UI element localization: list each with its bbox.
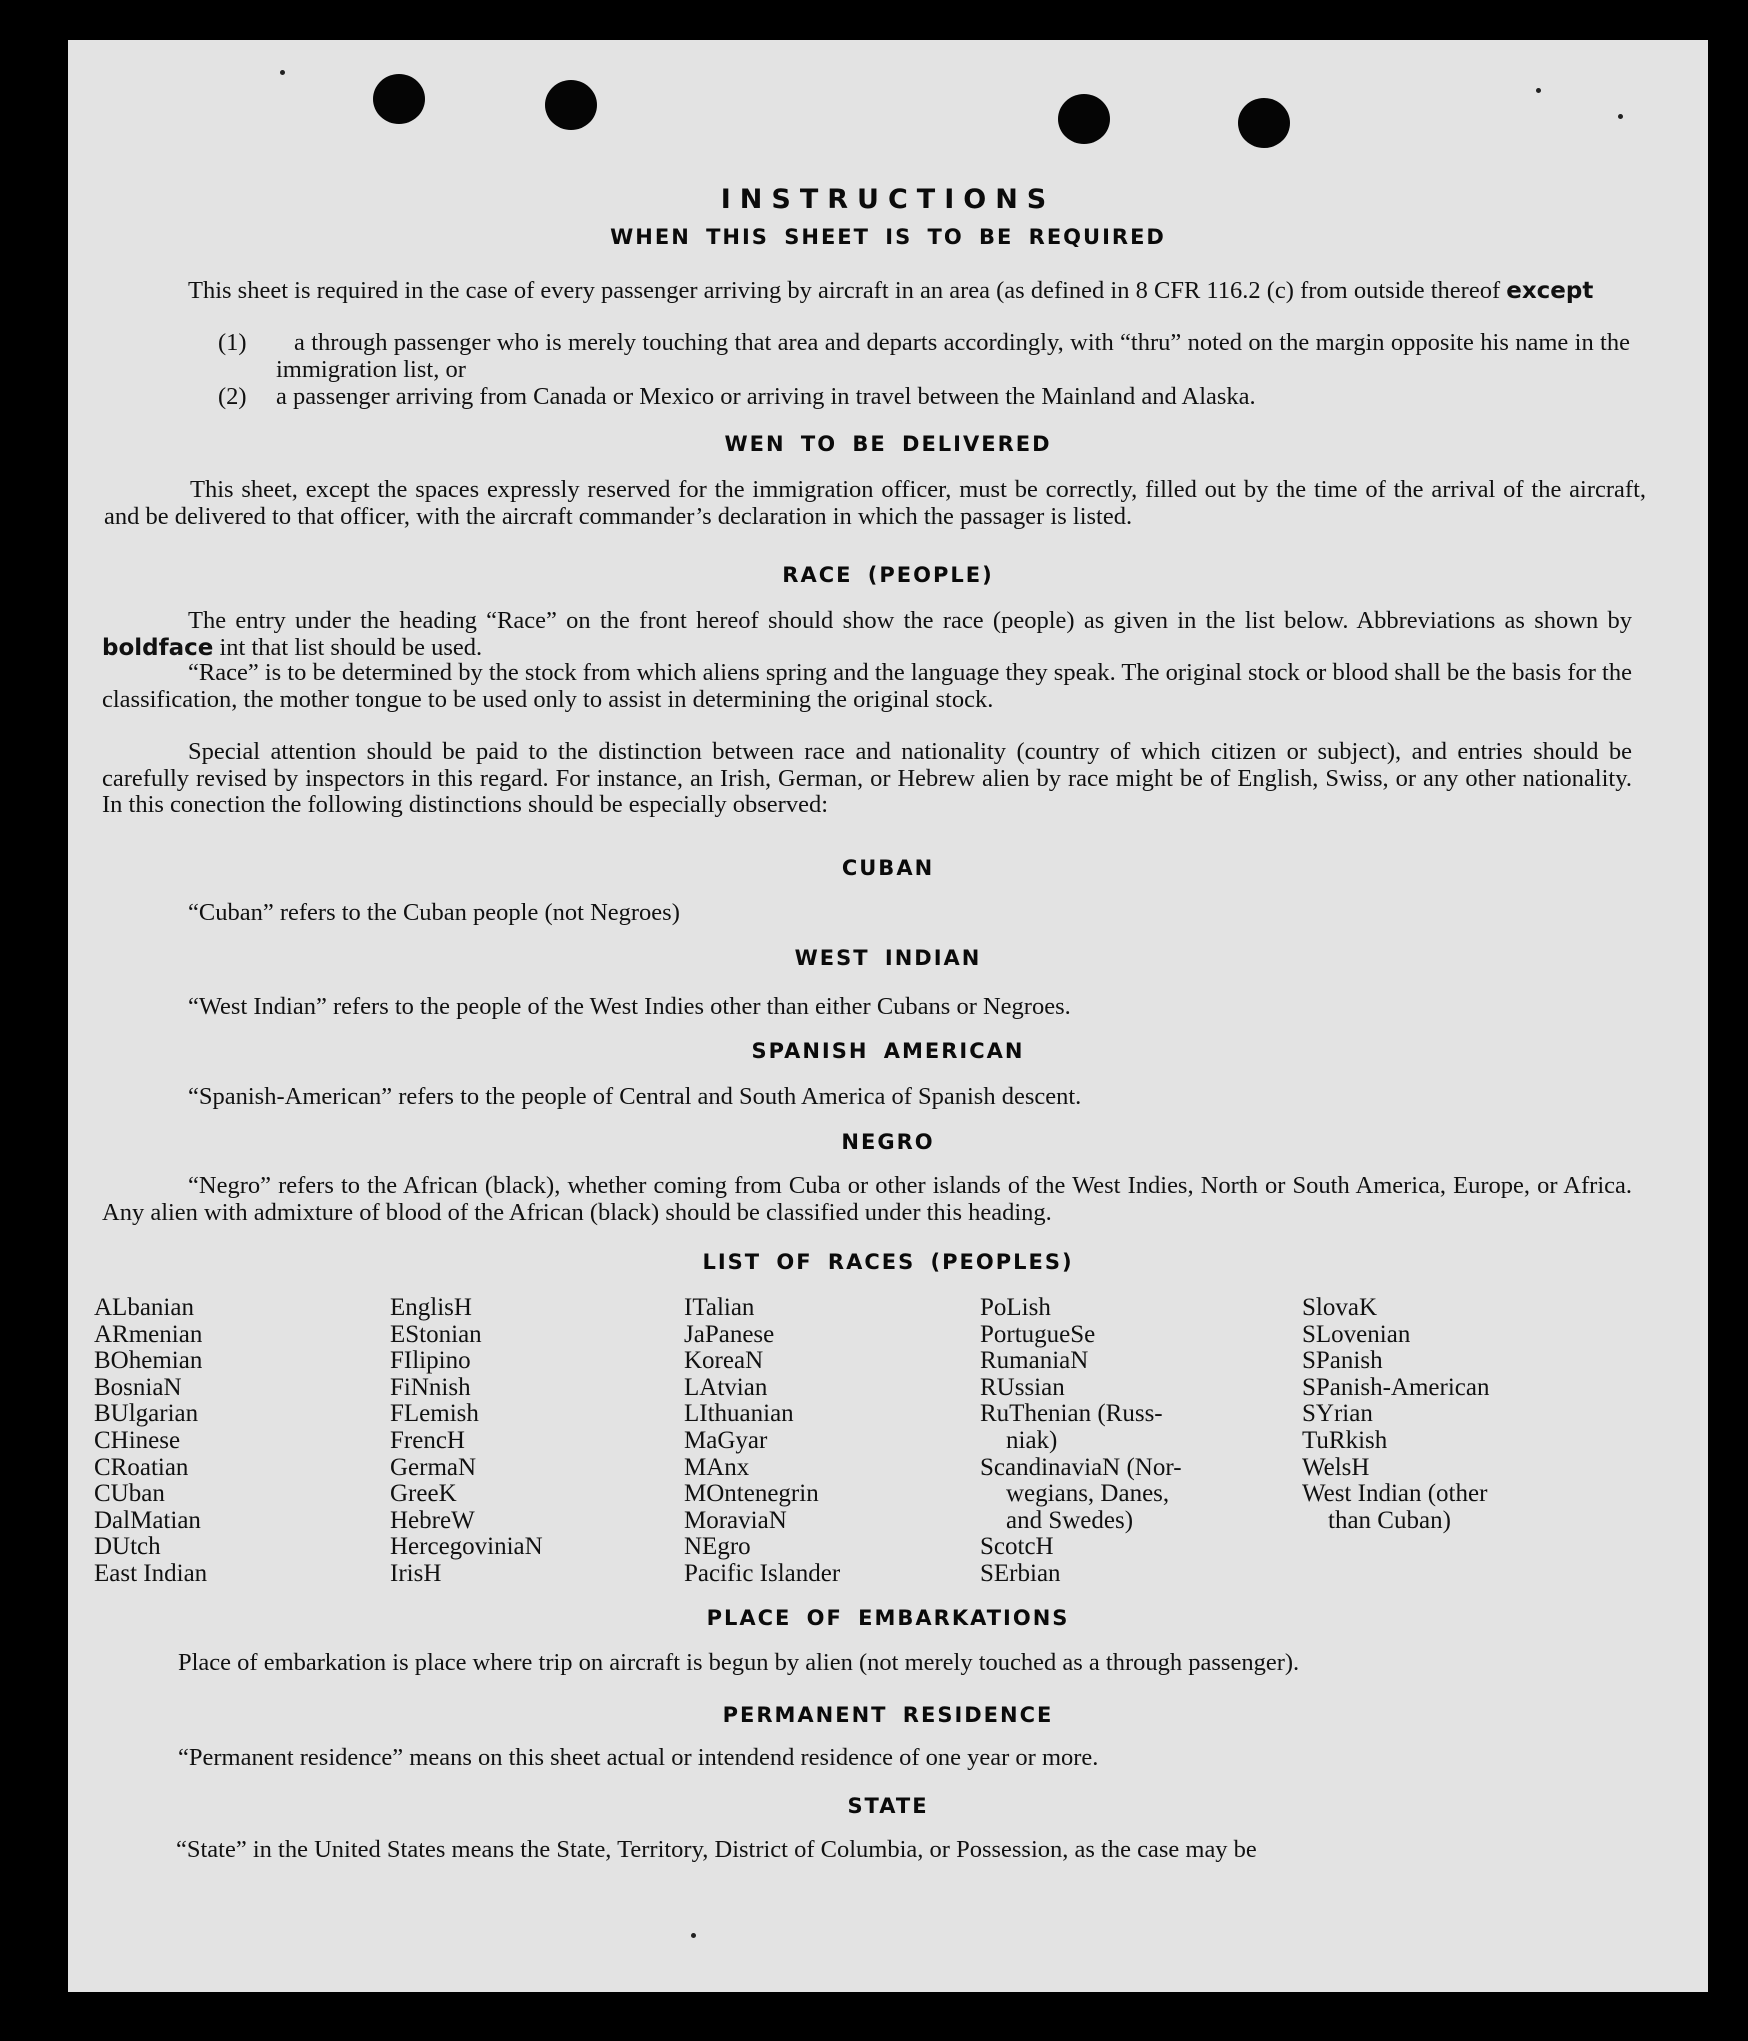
exception-item-2-number: (2)	[218, 383, 247, 410]
race-entry: CHinese	[94, 1426, 181, 1454]
dust-speck	[280, 70, 285, 75]
required-intro	[102, 278, 1632, 305]
state-text: “State” in the United States means the State, Territory, District of Columbia, or Possession, as the case may be	[176, 1836, 1257, 1863]
heading-list-of-races: LIST OF RACES (PEOPLES)	[702, 1250, 1074, 1274]
residence-text: “Permanent residence” means on this sheet actual or intendend residence of one year or more.	[178, 1744, 1099, 1771]
heading-place-of-embarkations: PLACE OF EMBARKATIONS	[706, 1606, 1070, 1630]
heading-negro: NEGRO	[841, 1130, 935, 1154]
west-indian-text: “West Indian” refers to the people of the West Indies other than either Cubans or Negroes.	[188, 993, 1071, 1020]
heading-state: STATE	[847, 1794, 929, 1818]
race-entry: HebreW	[390, 1506, 475, 1534]
race-entry: FIlipino	[390, 1347, 471, 1375]
race-entry: SlovaK	[1302, 1294, 1377, 1321]
race-entry: RumaniaN	[980, 1347, 1089, 1375]
race-entry: PoLish	[980, 1294, 1051, 1321]
race-entry: FiNnish	[390, 1373, 471, 1401]
race-entry: DalMatian	[94, 1506, 201, 1534]
delivered-text: This sheet, except the spaces expressly reserved for the immigration officer, must be correctly, filled out by the time of the arrival of the aircraft, and be delivered to that officer, with the aircraft commander’s declaration in which the passager is listed.	[104, 476, 1646, 530]
races-column-4	[980, 1295, 1182, 1588]
race-entry: SPanish	[1302, 1347, 1383, 1375]
race-entry: ScotcH	[980, 1533, 1054, 1561]
race-entry: West Indian (other	[1302, 1480, 1488, 1508]
race-entry: East Indian	[94, 1559, 208, 1587]
race-entry: IrisH	[390, 1559, 442, 1587]
race-entry: TuRkish	[1302, 1426, 1388, 1454]
race-entry-continued: and Swedes)	[1006, 1506, 1134, 1534]
punch-hole	[1238, 98, 1290, 148]
negro-text: “Negro” refers to the African (black), whether coming from Cuba or other islands of the West Indies, North or South America, Europe, or Africa. Any alien with admixture of blood of the African (black) should be classified under this heading.	[102, 1172, 1632, 1226]
exception-item-2-text: a passenger arriving from Canada or Mexico or arriving in travel between the Mainland and Alaska.	[276, 383, 1256, 410]
race-entry: MOntenegrin	[684, 1480, 819, 1508]
heading-spanish-american: SPANISH AMERICAN	[751, 1039, 1025, 1063]
race-entry: CUban	[94, 1480, 165, 1508]
race-entry: EStonian	[390, 1320, 482, 1348]
race-entry: FLemish	[390, 1400, 479, 1428]
race-entry: RUssian	[980, 1373, 1065, 1401]
dust-speck	[691, 1933, 696, 1938]
dust-speck	[1618, 114, 1623, 119]
race-entry: Pacific Islander	[684, 1559, 841, 1587]
race-entry: SYrian	[1302, 1400, 1373, 1428]
race-entry: MoraviaN	[684, 1506, 787, 1534]
document-page	[68, 40, 1708, 1992]
heading-cuban: CUBAN	[841, 856, 935, 880]
race-entry: BosniaN	[94, 1373, 182, 1401]
heading-when-delivered: WEN TO BE DELIVERED	[724, 432, 1052, 456]
race-paragraph-1-text: The entry under the heading “Race” on the front hereof should show the race (people) as given in the list below. Abbreviations as shown by	[188, 607, 1632, 634]
race-entry: MAnx	[684, 1453, 750, 1481]
race-entry: SErbian	[980, 1559, 1061, 1587]
race-entry: MaGyar	[684, 1426, 768, 1454]
race-entry: ITalian	[684, 1294, 755, 1321]
heading-race: RACE (PEOPLE)	[782, 563, 994, 587]
race-entry-continued: niak)	[1006, 1426, 1058, 1454]
race-entry: KoreaN	[684, 1347, 764, 1375]
race-boldface: boldface	[102, 634, 214, 661]
race-entry: SLovenian	[1302, 1320, 1411, 1348]
dust-speck	[1536, 88, 1541, 93]
race-entry: LIthuanian	[684, 1400, 794, 1428]
races-column-3	[684, 1295, 840, 1588]
race-paragraph-3: Special attention should be paid to the distinction between race and nationality (country of which citizen or subject), and entries should be carefully revised by inspectors in this regard. For instance, an Irish, German, or Hebrew alien by race might be of English, Swiss, or any other nationality. In this conection the following distinctions should be especially observed:	[102, 738, 1632, 818]
race-entry: DUtch	[94, 1533, 161, 1561]
race-paragraph-1	[102, 608, 1632, 661]
race-entry: ScandinaviaN (Nor-	[980, 1453, 1182, 1481]
race-entry: ALbanian	[94, 1294, 194, 1321]
races-column-2	[390, 1295, 543, 1588]
race-entry: PortugueSe	[980, 1320, 1096, 1348]
punch-hole	[545, 80, 597, 130]
races-column-1	[94, 1295, 207, 1588]
heading-permanent-residence: PERMANENT RESIDENCE	[722, 1703, 1054, 1727]
spanish-american-text: “Spanish-American” refers to the people of Central and South America of Spanish descent.	[188, 1083, 1082, 1110]
race-entry: WelsH	[1302, 1453, 1370, 1481]
race-entry: EnglisH	[390, 1294, 472, 1321]
punch-hole	[1058, 94, 1110, 144]
embarkation-text: Place of embarkation is place where trip on aircraft is begun by alien (not merely touched as a through passenger).	[178, 1649, 1300, 1676]
race-entry: BUlgarian	[94, 1400, 199, 1428]
race-entry-continued: wegians, Danes,	[1006, 1480, 1170, 1508]
required-except: except	[1506, 278, 1594, 304]
race-entry: GermaN	[390, 1453, 477, 1481]
race-entry: GreeK	[390, 1480, 457, 1508]
heading-west-indian: WEST INDIAN	[794, 946, 982, 970]
race-entry: SPanish-American	[1302, 1373, 1490, 1401]
race-entry: RuThenian (Russ-	[980, 1400, 1163, 1428]
heading-instructions: INSTRUCTIONS	[720, 184, 1056, 215]
cuban-text: “Cuban” refers to the Cuban people (not Negroes)	[188, 899, 680, 926]
races-column-5	[1302, 1295, 1489, 1534]
heading-when-required: WHEN THIS SHEET IS TO BE REQUIRED	[610, 225, 1166, 249]
race-entry-continued: than Cuban)	[1328, 1506, 1451, 1534]
race-entry: ARmenian	[94, 1320, 203, 1348]
race-entry: HercegoviniaN	[390, 1533, 543, 1561]
race-entry: JaPanese	[684, 1320, 775, 1348]
race-paragraph-1-end: int that list should be used.	[219, 633, 483, 661]
race-entry: NEgro	[684, 1533, 751, 1561]
race-entry: BOhemian	[94, 1347, 203, 1375]
required-intro-text: This sheet is required in the case of every passenger arriving by aircraft in an area (as defined in 8 CFR 116.2 (c) from outside thereof	[188, 277, 1501, 304]
race-paragraph-2: “Race” is to be determined by the stock from which aliens spring and the language they speak. The original stock or blood shall be the basis for the classification, the mother tongue to be used only to assist in determining the original stock.	[102, 659, 1632, 713]
punch-hole	[373, 74, 425, 124]
race-entry: LAtvian	[684, 1373, 768, 1401]
exception-item-1-number: (1)	[218, 329, 247, 356]
exception-item-1-text: a through passenger who is merely touching that area and departs accordingly, with “thru” noted on the margin opposite his name in the immigration list, or	[276, 329, 1630, 383]
race-entry: CRoatian	[94, 1453, 189, 1481]
race-entry: FrencH	[390, 1426, 465, 1454]
